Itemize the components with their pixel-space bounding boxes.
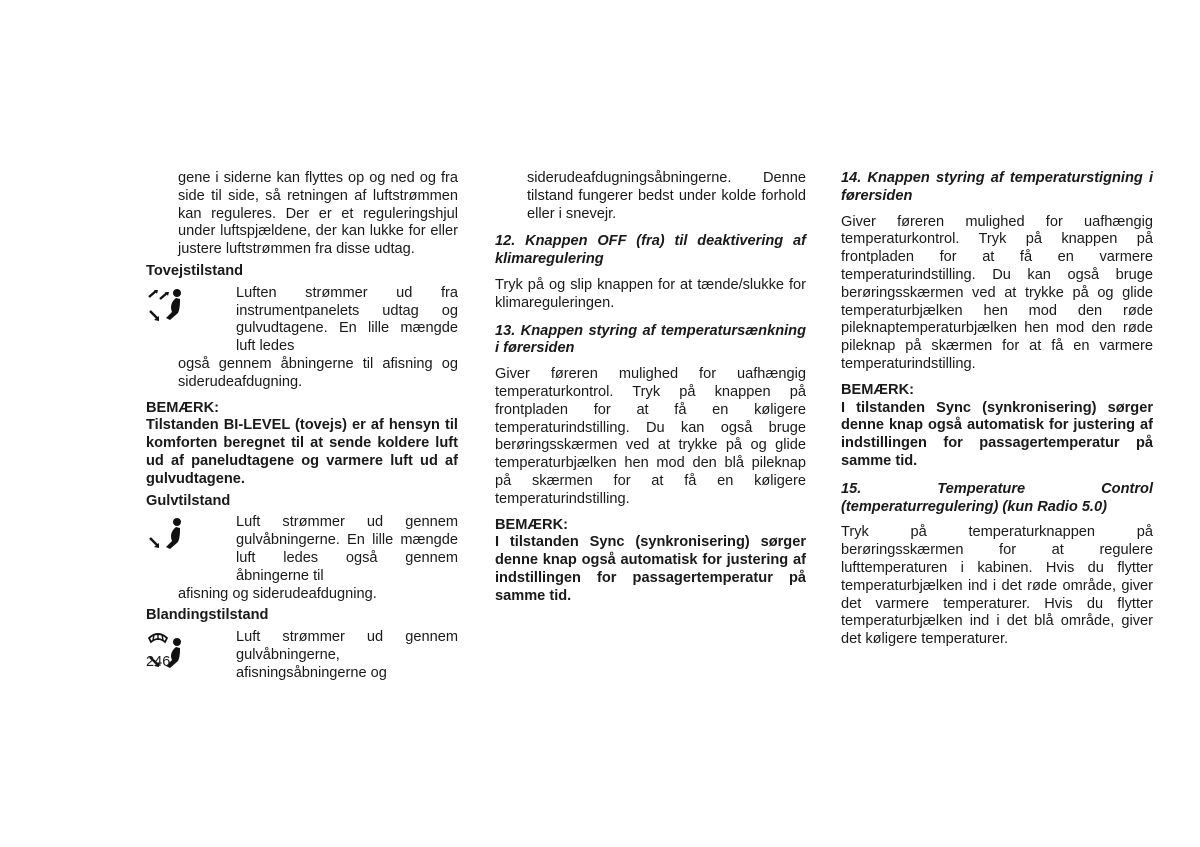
note-body: I tilstanden Sync (synkronisering) sørger denne knap også automatisk for justering af indstillingen for passagertemperatur på samme tid.: [495, 534, 806, 604]
floor-heading: Gulvtilstand: [146, 492, 231, 509]
bilevel-heading: Tovejstilstand: [146, 262, 244, 279]
floor-mode-block: [146, 514, 458, 603]
column-3: [841, 170, 1153, 649]
floor-description: Luft strømmer ud gennem gulvåbningerne. En lille mængde luft ledes også gennem åbningerne til: [236, 514, 458, 584]
item-13-title: 13. Knappen styring af temperatursænkning i førersiden: [495, 322, 806, 357]
item-15-body: Tryk på temperaturknappen på berøringsskærmen for at regulere lufttemperaturen i kabinen. Hvis du flytter temperaturbjælken ind i det røde område, giver det varmere temperaturer. Hvis du flytter temperaturbjælken ind i det blå område, giver det køligere temperaturer.: [841, 524, 1153, 648]
column-1: [146, 170, 458, 683]
note-body: I tilstanden Sync (synkronisering) sørger denne knap også automatisk for justering af indstillingen for passagertemperatur på samme tid.: [841, 399, 1153, 469]
bilevel-vent-icon: [146, 285, 188, 325]
mix-heading: Blandingstilstand: [146, 607, 269, 624]
item-14-title: 14. Knappen styring af temperaturstigning i førersiden: [841, 170, 1153, 204]
mix-description: Luft strømmer ud gennem gulvåbningerne, afisningsåbningerne og: [236, 629, 458, 681]
bilevel-description-continued: også gennem åbningerne til afisning og siderudeafdugning.: [178, 355, 458, 390]
intro-paragraph: siderudeafdugningsåbningerne. Denne tilstand fungerer bedst under kolde forhold eller i snevejr.: [527, 170, 806, 222]
page-number: 246: [146, 654, 171, 670]
note-body: Tilstanden BI-LEVEL (tovejs) er af hensyn til komforten beregnet til at sende koldere luft ud af paneludtagene og varmere luft ud af gulvudtagene.: [146, 417, 458, 487]
item-12-title: 12. Knappen OFF (fra) til deaktivering af klimaregulering: [495, 233, 806, 268]
note-heading: BEMÆRK:: [146, 399, 219, 416]
floor-vent-icon: [146, 514, 188, 554]
column-2: [495, 170, 806, 606]
bilevel-description: Luften strømmer ud fra instrumentpanelets udtag og gulvudtagene. En lille mængde luft ledes: [236, 284, 458, 355]
item-14-body: Giver føreren mulighed for uafhængig temperaturkontrol. Tryk på knappen på frontpladen for at få en varmere temperaturindstilling. Du kan også bruge berøringsskærmen ved at trykke på og glide temperaturbjælken hen mod den røde pileknaptemperaturbjælken hen mod den røde pileknap på skærmen for at få en varmere temperaturindstilling.: [841, 213, 1153, 372]
bilevel-mode-block: [146, 285, 458, 392]
note-heading: BEMÆRK:: [841, 381, 914, 398]
item-13-body: Giver føreren mulighed for uafhængig temperaturkontrol. Tryk på knappen på frontpladen for at få en køligere temperaturindstilling. Du kan også bruge berøringsskærmen ved at trykke på og glide temperaturbjælken hen mod den blå pileknap på skærmen for at få en køligere temperaturindstilling.: [495, 366, 806, 507]
item-12-body: Tryk på og slip knappen for at tænde/slukke for klimareguleringen.: [495, 276, 806, 311]
mix-mode-block: [146, 629, 458, 682]
floor-description-continued: afisning og siderudeafdugning.: [178, 585, 377, 602]
note-heading: BEMÆRK:: [495, 516, 568, 533]
item-15-title: 15. Temperature Control (temperaturregulering) (kun Radio 5.0): [841, 480, 1153, 515]
intro-paragraph: gene i siderne kan flyttes op og ned og fra side til side, så retningen af luftstrømmen kan reguleres. Der er et reguleringshjul under luftspjældene, der kan lukke for eller justere luftstrømmen fra disse udtag.: [178, 170, 458, 258]
